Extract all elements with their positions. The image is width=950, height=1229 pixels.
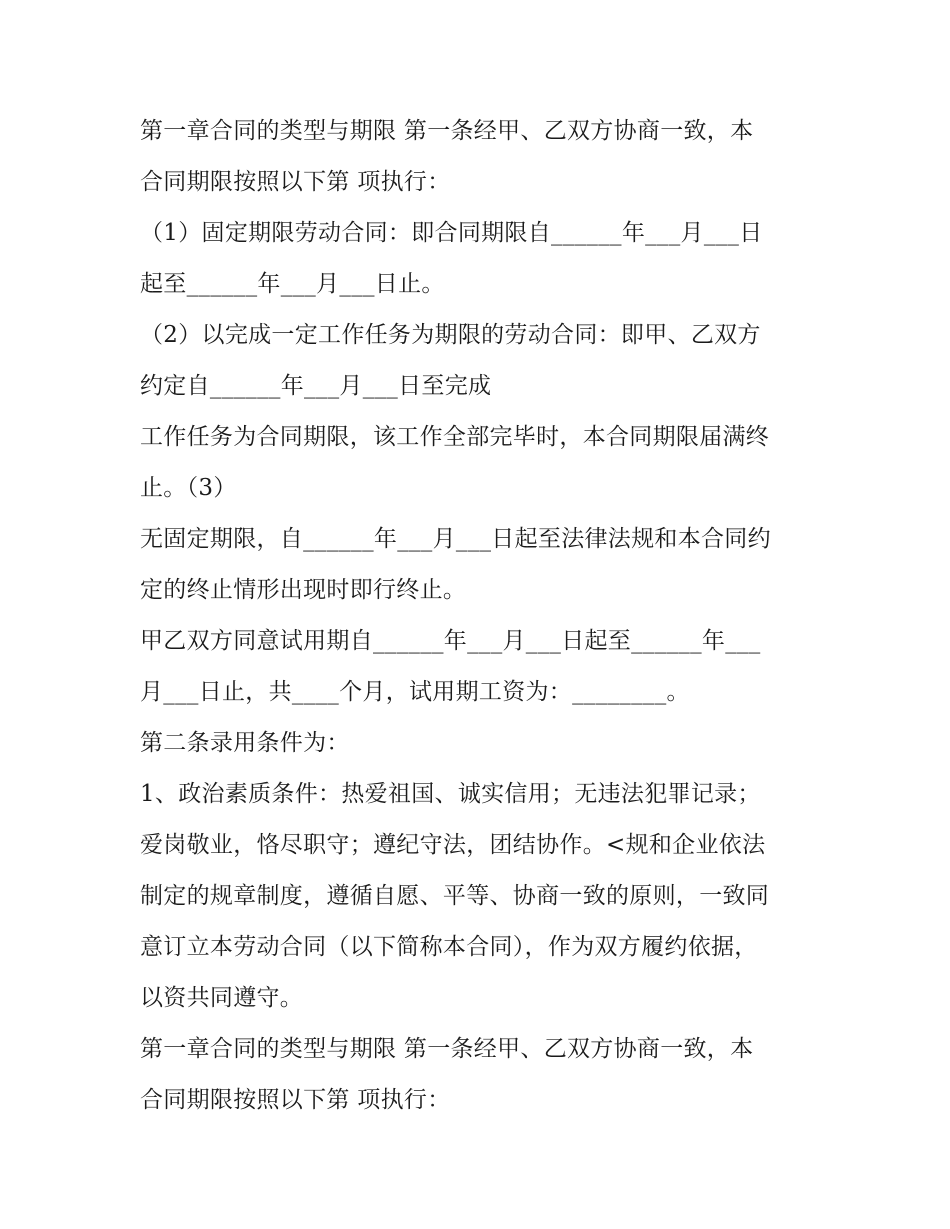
text-line: 工作任务为合同期限，该工作全部完毕时，本合同期限届满终 xyxy=(140,424,770,450)
text-line: 月___日止，共____个月，试用期工资为：________。 xyxy=(140,679,690,705)
text-line: 甲乙双方同意试用期自______年___月___日起至______年___ xyxy=(140,628,761,654)
text-line: （1）固定期限劳动合同：即合同期限自______年___月___日 xyxy=(140,220,763,246)
text-line: 意订立本劳动合同（以下简称本合同），作为双方履约依据， xyxy=(140,934,758,960)
text-line: 爱岗敬业，恪尽职守；遵纪守法，团结协作。<规和企业依法 xyxy=(140,832,766,858)
text-line: 第二条录用条件为： xyxy=(140,730,350,756)
text-line: 起至______年___月___日止。 xyxy=(140,271,445,297)
text-line: 合同期限按照以下第 项执行： xyxy=(140,1087,451,1113)
document-body xyxy=(140,106,820,1126)
text-line: 合同期限按照以下第 项执行： xyxy=(140,169,451,195)
text-line: 第一章合同的类型与期限 第一条经甲、乙双方协商一致，本 xyxy=(140,1036,754,1062)
text-line: 1、政治素质条件：热爱祖国、诚实信用；无违法犯罪记录； xyxy=(140,781,761,807)
text-line: 定的终止情形出现时即行终止。 xyxy=(140,577,467,603)
text-line: 制定的规章制度，遵循自愿、平等、协商一致的原则，一致同 xyxy=(140,883,770,909)
text-line: （2）以完成一定工作任务为期限的劳动合同：即甲、乙双方 xyxy=(140,322,761,348)
text-line: 约定自______年___月___日至完成 xyxy=(140,373,492,399)
text-line: 止。（3） xyxy=(140,475,237,501)
text-line: 以资共同遵守。 xyxy=(140,985,304,1011)
text-line: 第一章合同的类型与期限 第一条经甲、乙双方协商一致，本 xyxy=(140,118,754,144)
text-line: 无固定期限，自______年___月___日起至法律法规和本合同约 xyxy=(140,526,771,552)
